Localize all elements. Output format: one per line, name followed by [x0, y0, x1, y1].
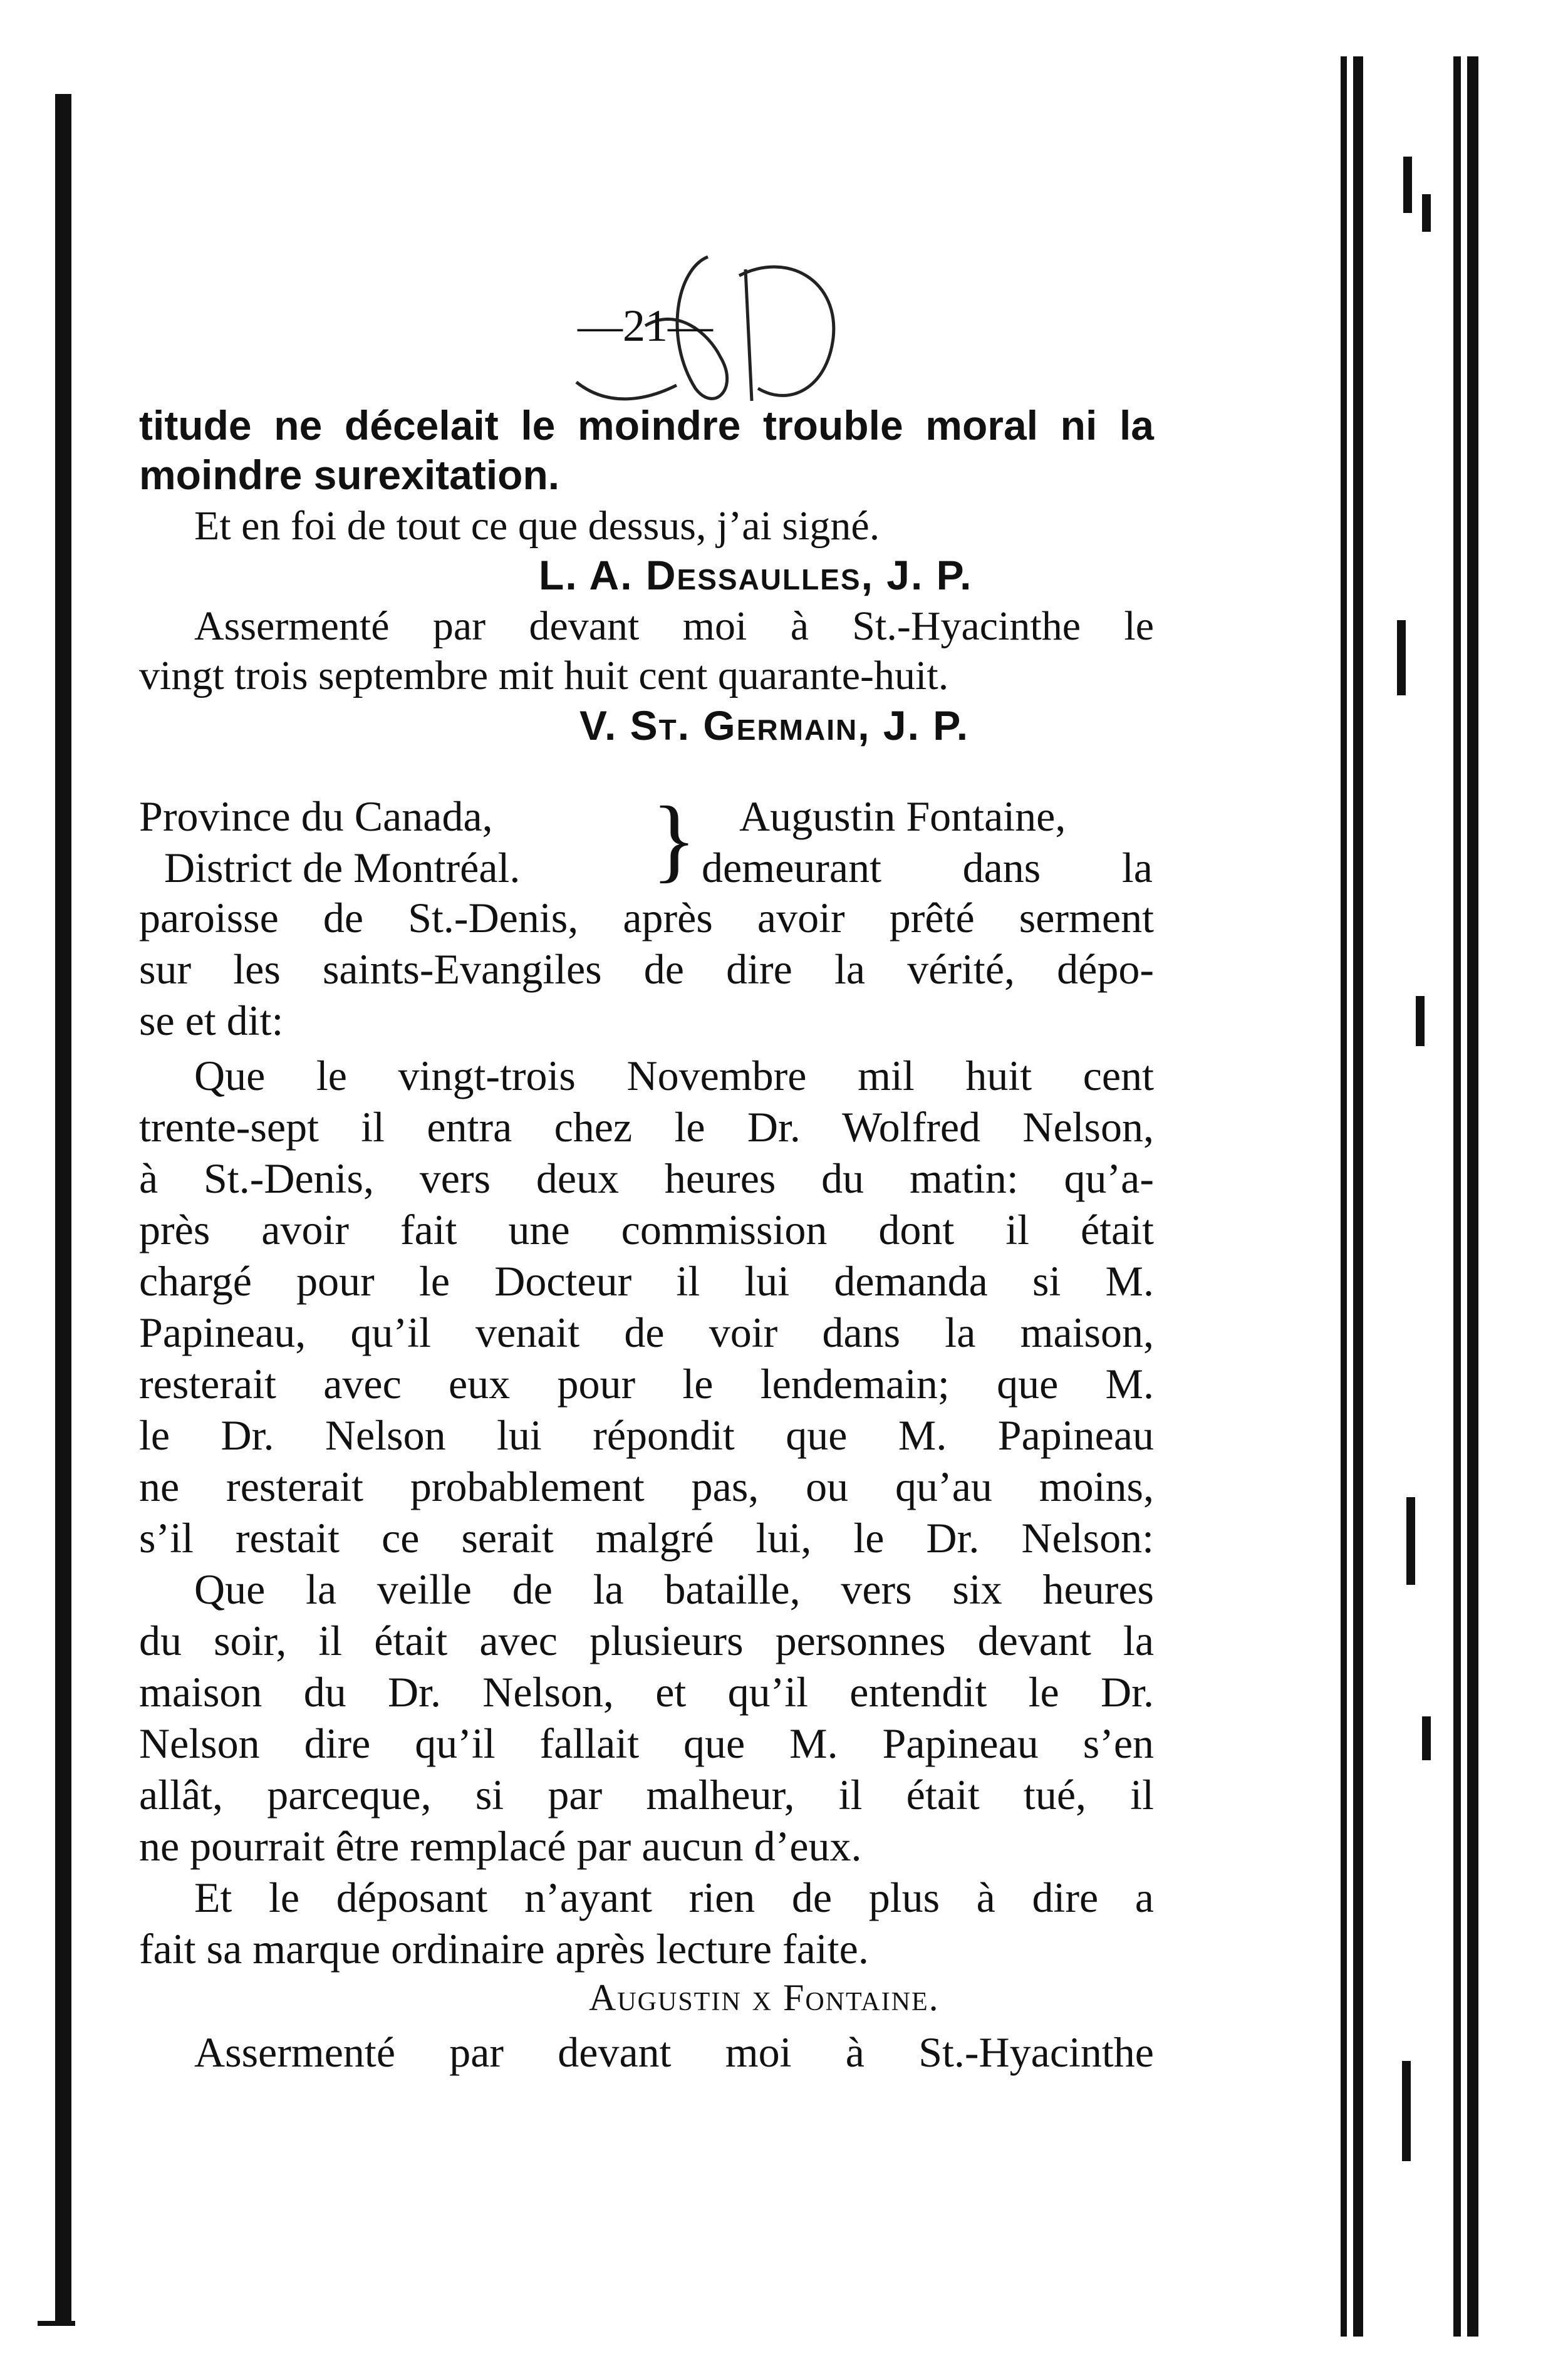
text-line: paroisse de St.-Denis, après avoir prêté serment: [139, 894, 1154, 942]
header-right-line: demeurant dans la: [702, 844, 1153, 891]
text-line: Papineau, qu’il venait de voir dans la maison,: [139, 1309, 1154, 1356]
header-left-line: Province du Canada,: [139, 792, 493, 840]
brace-glyph: }: [652, 787, 697, 891]
binding-edge-foot: [38, 2321, 75, 2326]
text-line: Et en foi de tout ce que dessus, j’ai signé.: [194, 503, 880, 549]
text-line: Que le vingt-trois Novembre mil huit cent: [194, 1052, 1154, 1099]
signature-dessaulles: L. A. Dessaulles, J. P.: [539, 552, 973, 598]
text-line: maison du Dr. Nelson, et qu’il entendit le Dr.: [139, 1668, 1154, 1716]
paragraph-2: [139, 501, 1154, 551]
paragraph-1: [139, 401, 1154, 500]
text-line: resterait avec eux pour le lendemain; que M.: [139, 1360, 1154, 1408]
text-line: du soir, il était avec plusieurs personnes devant la: [139, 1617, 1154, 1664]
text-line: près avoir fait une commission dont il était: [139, 1206, 1154, 1253]
binding-edge-right: [1328, 56, 1491, 2337]
text-line: Assermenté par devant moi à St.-Hyacinthe le: [194, 603, 1154, 649]
paragraph-7: [139, 1872, 1154, 1974]
text-line: le Dr. Nelson lui répondit que M. Papineau: [139, 1411, 1154, 1459]
text-line: vingt trois septembre mit huit cent quarante-huit.: [139, 653, 949, 698]
text-line: à St.-Denis, vers deux heures du matin: qu’a-: [139, 1154, 1154, 1202]
header-left-line: District de Montréal.: [164, 844, 521, 891]
text-line: trente-sept il entra chez le Dr. Wolfred Nelson,: [139, 1103, 1154, 1151]
signature-st-germain: V. St. Germain, J. P.: [579, 702, 970, 749]
paragraph-5: [139, 1050, 1154, 1564]
text-line: se et dit:: [139, 997, 284, 1044]
text-line: s’il restait ce serait malgré lui, le Dr. Nelson:: [139, 1514, 1154, 1562]
text-line: sur les saints-Evangiles de dire la vérité, dépo-: [139, 945, 1154, 993]
text-line: Que la veille de la bataille, vers six heures: [194, 1565, 1154, 1613]
text-line: allât, parceque, si par malheur, il était tué, il: [139, 1771, 1154, 1818]
signature-fontaine: Augustin x Fontaine.: [589, 1977, 940, 2018]
paragraph-3: [139, 601, 1154, 700]
page-number: —21—: [578, 301, 713, 351]
paragraph-8: [139, 2026, 1154, 2078]
text-line: ne resterait probablement pas, ou qu’au moins,: [139, 1463, 1154, 1510]
text-line: moindre surexitation.: [139, 452, 560, 498]
binding-edge-left: [55, 94, 71, 2324]
paragraph-4: [139, 892, 1154, 1046]
text-line: Nelson dire qu’il fallait que M. Papineau s’en: [139, 1720, 1154, 1767]
paragraph-6: [139, 1564, 1154, 1872]
text-line: fait sa marque ordinaire après lecture faite.: [139, 1925, 869, 1973]
header-right-line: Augustin Fontaine,: [739, 792, 1066, 840]
text-line: Et le déposant n’ayant rien de plus à dire a: [194, 1874, 1154, 1921]
text-line: titude ne décelait le moindre trouble moral ni la: [139, 402, 1154, 449]
text-line: Assermenté par devant moi à St.-Hyacinthe: [194, 2028, 1154, 2076]
text-line: ne pourrait être remplacé par aucun d’eux.: [139, 1822, 862, 1870]
text-line: chargé pour le Docteur il lui demanda si M.: [139, 1257, 1154, 1305]
